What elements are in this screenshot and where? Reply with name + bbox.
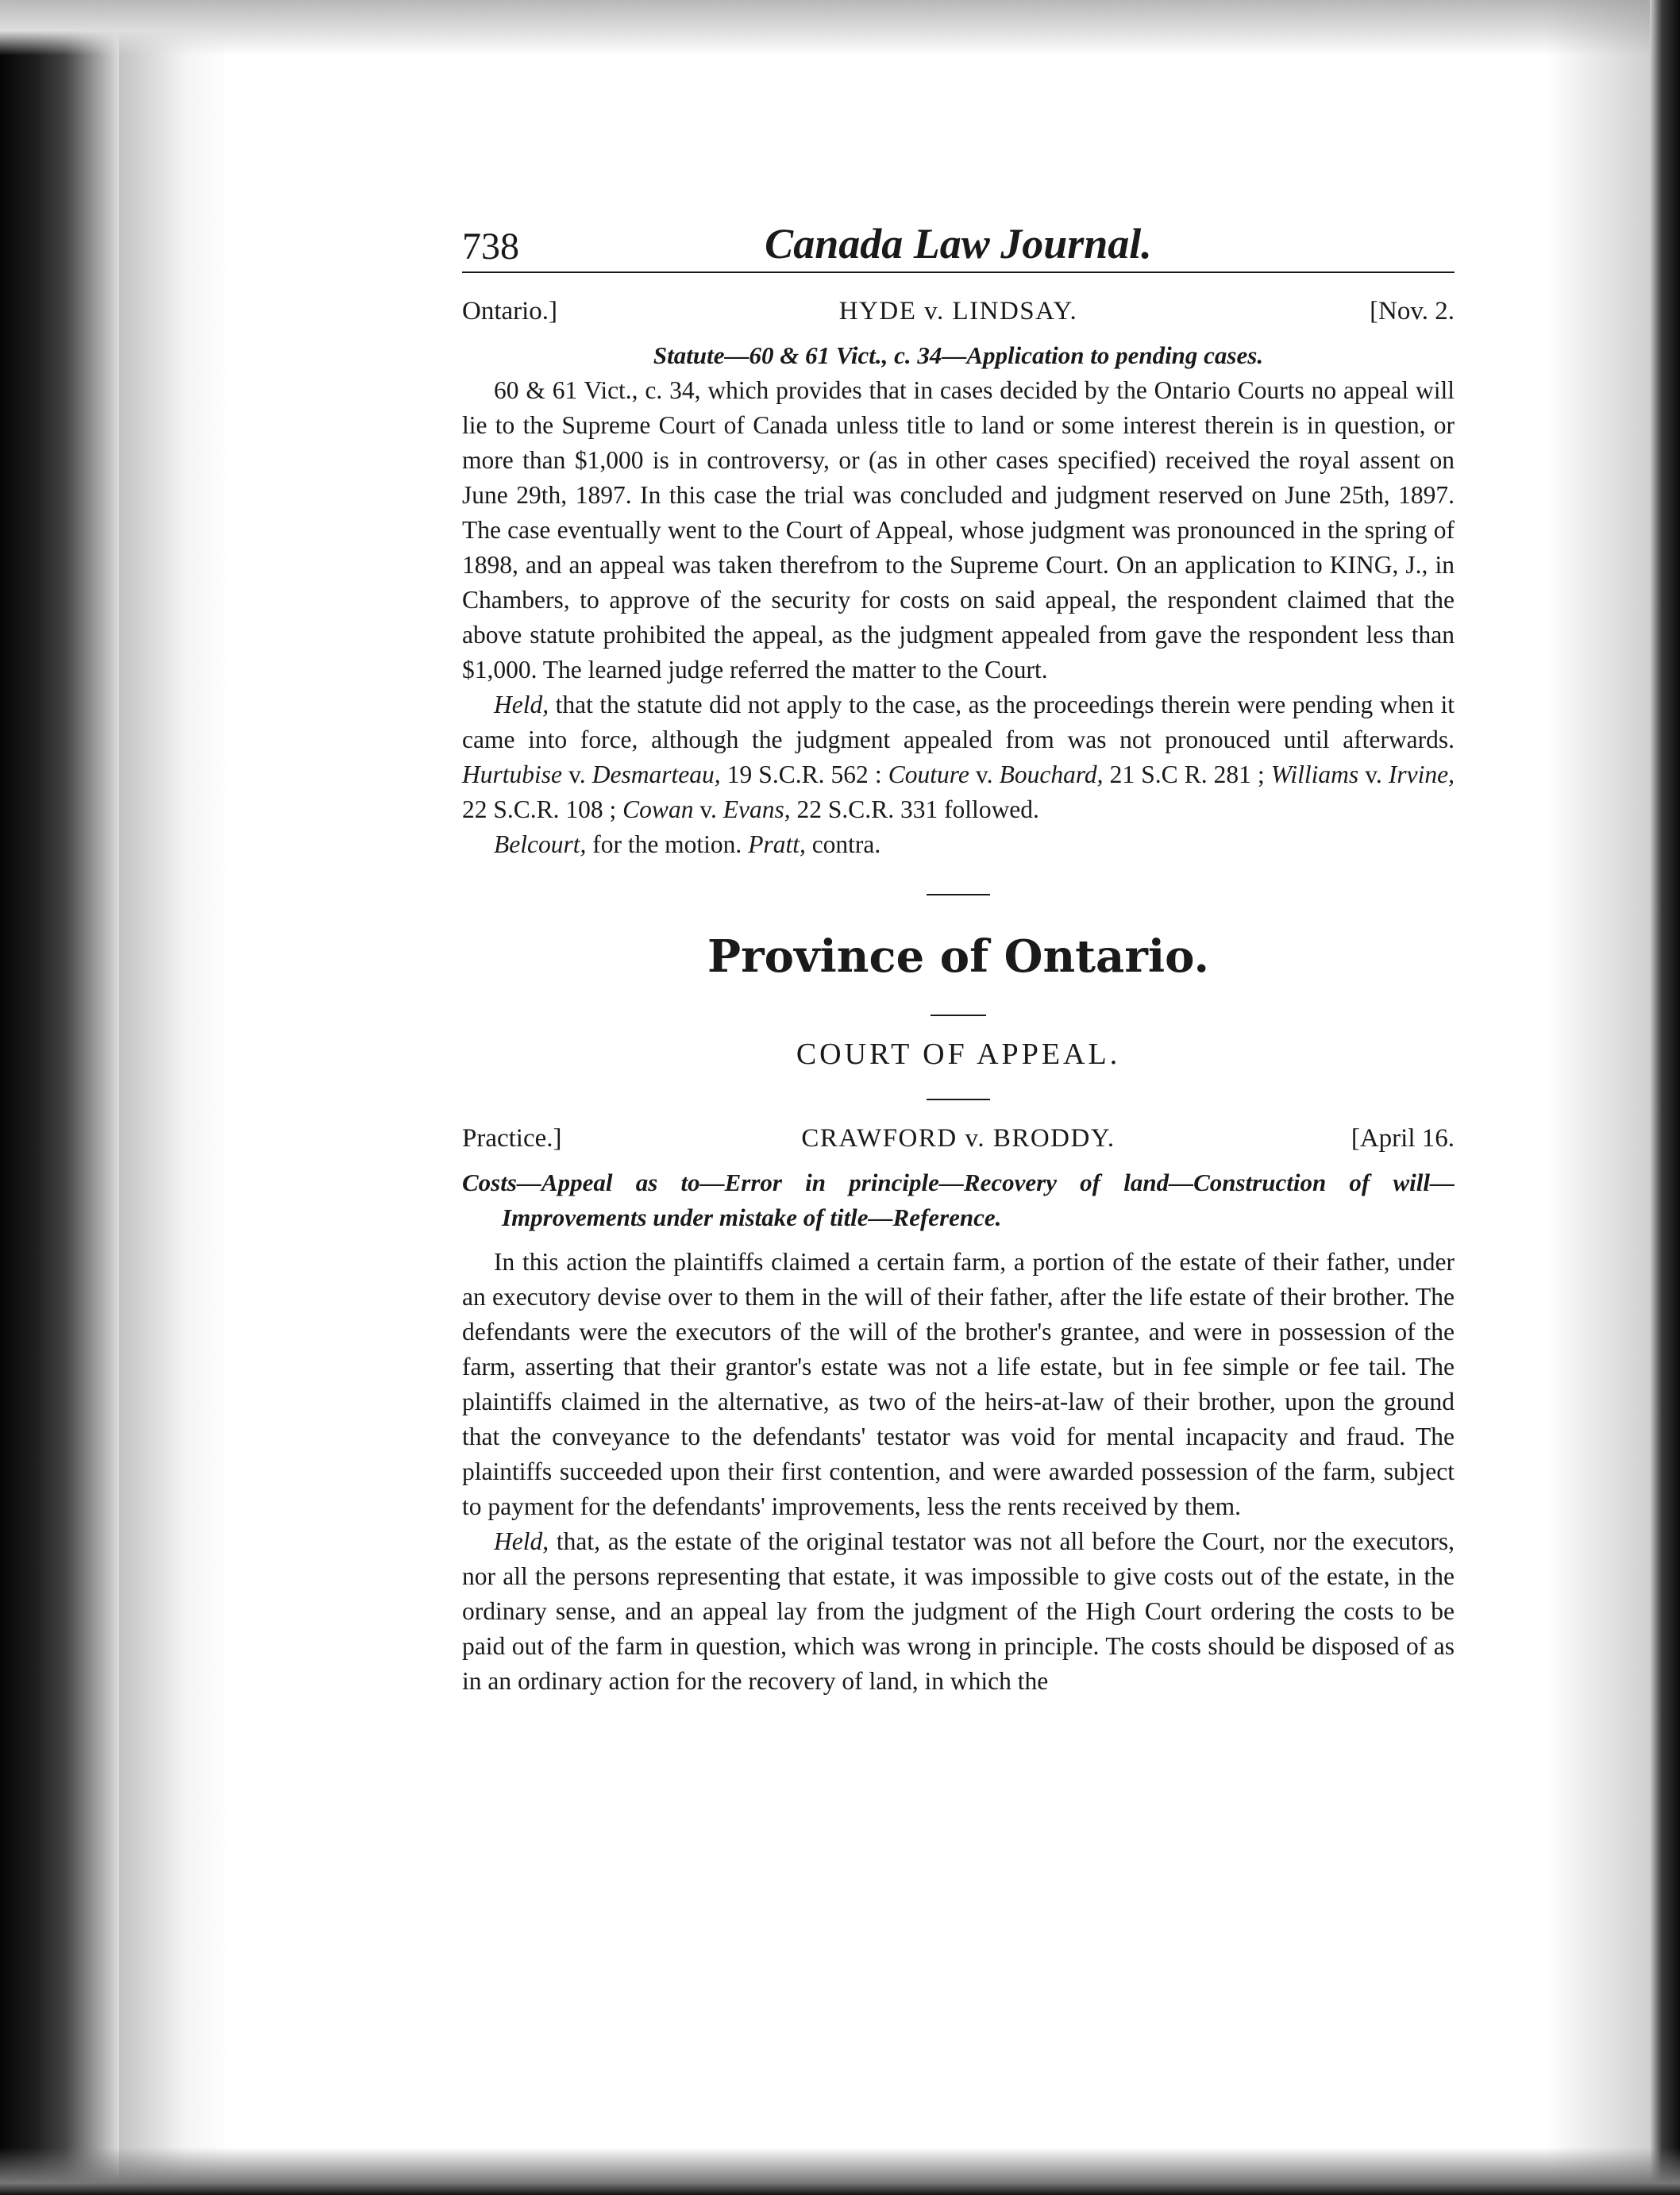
- cited-case-party-a: Williams: [1270, 761, 1359, 788]
- case-holding-paragraph: [462, 1524, 1455, 1699]
- cited-case-versus: v.: [1358, 761, 1389, 788]
- counsel-line: [462, 827, 1455, 862]
- court-heading: COURT OF APPEAL.: [796, 1038, 1121, 1071]
- counsel-name: Pratt,: [748, 830, 806, 858]
- held-text: that the statute did not apply to the case, as the proceedings therein were pending when it came into force, although the judgment appealed from was not pronouced until afterwards.: [462, 691, 1455, 753]
- cited-case-reference: 22 S.C.R. 331 followed.: [790, 795, 1039, 823]
- journal-title: Canada Law Journal.: [765, 220, 1152, 268]
- case-date: [April 16.: [1351, 1124, 1455, 1153]
- scan-top-edge: [0, 0, 1680, 56]
- case-header-hyde-v-lindsay: [462, 297, 1455, 335]
- cited-case-party-a: Hurtubise: [462, 761, 562, 788]
- held-label: Held,: [494, 1527, 549, 1555]
- held-text: that, as the estate of the original testator was not all before the Court, nor the executors, nor all the persons representing that estate, it was impossible to give costs out of the estate, in the ordinary sense, and an appeal lay from the judgment of the High Court ordering the costs to be paid out of the farm in question, which was wrong in principle. The costs should be disposed of as in an ordinary action for the recovery of land, in which the: [462, 1527, 1455, 1695]
- section-divider: [927, 1099, 990, 1100]
- case-name: CRAWFORD v. BRODDY.: [801, 1124, 1116, 1153]
- case-headnote: Costs—Appeal as to—Error in principle—Recovery of land—Construction of will—Improvements under mistake of title—Reference.: [462, 1169, 1455, 1231]
- cited-case-party-a: Couture: [888, 761, 969, 788]
- case-holding-paragraph: [462, 687, 1455, 827]
- cited-case-party-a: Cowan: [622, 795, 694, 823]
- counsel-name: Belcourt,: [494, 830, 587, 858]
- case-facts-paragraph: 60 & 61 Vict., c. 34, which provides that in cases decided by the Ontario Courts no appeal will lie to the Supreme Court of Canada unless title to land or some interest therein is in question, or more than $1,000 is in controversy, or (as in other cases specified) received the royal assent on June 29th, 1897. In this case the trial was concluded and judgment reserved on June 25th, 1897. The case eventually went to the Court of Appeal, whose judgment was pronounced in the spring of 1898, and an appeal was taken therefrom to the Supreme Court. On an application to KING, J., in Chambers, to approve of the security for costs on said appeal, the respondent claimed that the above statute prohibited the appeal, as the judgment appealed from gave the respondent less than $1,000. The learned judge referred the matter to the Court.: [462, 376, 1455, 684]
- held-label: Held,: [494, 691, 549, 718]
- section-divider: [931, 1015, 986, 1016]
- cited-case-party-b: Irvine,: [1388, 761, 1455, 788]
- counsel-role: for the motion.: [586, 830, 749, 858]
- running-head: [462, 214, 1455, 273]
- scan-left-shadow: [119, 0, 230, 2195]
- section-divider: [927, 894, 990, 895]
- scan-right-shadow: [1547, 0, 1650, 2195]
- cited-case-party-b: Evans,: [722, 795, 791, 823]
- case-facts-paragraph: In this action the plaintiffs claimed a certain farm, a portion of the estate of their father, under an executory devise over to them in the will of their father, after the life estate of their brother. The defendants were the executors of the will of the brother's grantee, and were in possession of the farm, asserting that their grantor's estate was not a life estate, but in fee simple or fee tail. The plaintiffs claimed in the alternative, as two of the heirs-at-law of their brother, upon the ground that the conveyance to the defendants' testator was void for mental incapacity and fraud. The plaintiffs succeeded upon their first contention, and were awarded possession of the farm, subject to payment for the defendants' improvements, less the rents received by them.: [462, 1248, 1455, 1520]
- cited-case-party-b: Desmarteau,: [591, 761, 721, 788]
- scan-bottom-edge: [0, 2147, 1680, 2195]
- case-date: [Nov. 2.: [1370, 297, 1455, 325]
- case-header-crawford-v-broddy: [462, 1124, 1455, 1162]
- scan-left-edge: [0, 0, 119, 2195]
- page-number: 738: [462, 225, 519, 268]
- case-court: Practice.]: [462, 1124, 562, 1153]
- case-headnote: Statute—60 & 61 Vict., c. 34—Application to pending cases.: [653, 341, 1264, 369]
- counsel-role: contra.: [805, 830, 881, 858]
- case-name: HYDE v. LINDSAY.: [838, 297, 1078, 325]
- cited-case-versus: v.: [969, 761, 1000, 788]
- cited-case-versus: v.: [562, 761, 592, 788]
- scan-right-edge: [1650, 0, 1680, 2195]
- cited-case-versus: v.: [693, 795, 723, 823]
- cited-case-reference: 21 S.C R. 281 ;: [1103, 761, 1271, 788]
- case-court: Ontario.]: [462, 297, 558, 325]
- cited-case-party-b: Bouchard,: [999, 761, 1104, 788]
- cited-case-reference: 22 S.C.R. 108 ;: [462, 795, 623, 823]
- province-heading: Province of Ontario.: [707, 930, 1209, 983]
- journal-page: [462, 214, 1455, 1699]
- cited-case-reference: 19 S.C.R. 562 :: [720, 761, 888, 788]
